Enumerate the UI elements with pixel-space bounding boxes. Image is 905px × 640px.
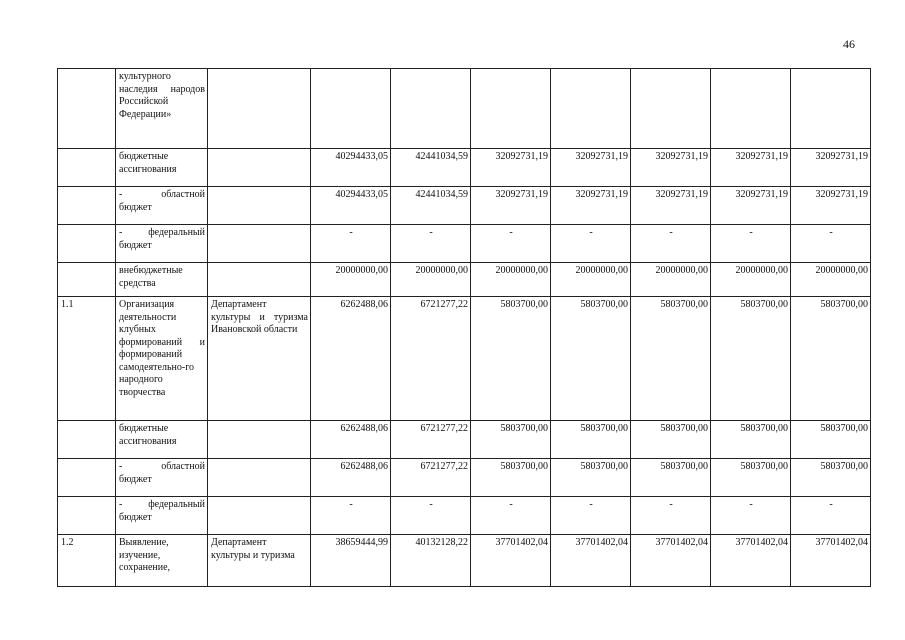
name-word: областной (161, 461, 205, 472)
budget-table (57, 68, 871, 587)
name-second-line: бюджет (119, 511, 152, 523)
value-cell: 5803700,00 (791, 297, 871, 421)
value-cell: - (791, 225, 871, 263)
name-word: федеральный (148, 227, 205, 238)
row-name-cell (116, 225, 208, 263)
value-cell: 32092731,19 (711, 187, 791, 225)
value-cell: 32092731,19 (551, 149, 631, 187)
value-cell (391, 69, 471, 149)
value-cell: 5803700,00 (791, 459, 871, 497)
name-first-line (119, 227, 205, 240)
row-executor-cell (208, 225, 311, 263)
value-cell (471, 69, 551, 149)
value-cell: - (471, 225, 551, 263)
value-cell: 5803700,00 (631, 421, 711, 459)
row-number-cell (58, 149, 116, 187)
value-cell: 20000000,00 (311, 263, 391, 297)
value-cell: 20000000,00 (391, 263, 471, 297)
value-cell: 5803700,00 (471, 421, 551, 459)
row-executor-cell (208, 187, 311, 225)
value-cell: 5803700,00 (711, 459, 791, 497)
value-cell: 6262488,06 (311, 421, 391, 459)
row-name-cell: Организация деятельности клубных формирований и формирований самодеятельно-го народного творчества (116, 297, 208, 421)
row-number-cell (58, 225, 116, 263)
row-name-cell: бюджетные ассигнования (116, 149, 208, 187)
value-cell: 6721277,22 (391, 297, 471, 421)
value-cell: 5803700,00 (631, 297, 711, 421)
name-word: областной (161, 189, 205, 200)
value-cell: - (311, 497, 391, 535)
value-cell: - (391, 497, 471, 535)
name-second-line: бюджет (119, 473, 152, 485)
value-cell: 20000000,00 (791, 263, 871, 297)
row-number-cell (58, 421, 116, 459)
name-first-line (119, 499, 205, 512)
value-cell: 32092731,19 (791, 149, 871, 187)
value-cell (791, 69, 871, 149)
value-cell: 37701402,04 (631, 535, 711, 587)
value-cell: 42441034,59 (391, 149, 471, 187)
page-number: 46 (843, 37, 855, 51)
value-cell: - (311, 225, 391, 263)
value-cell: 40132128,22 (391, 535, 471, 587)
value-cell: 20000000,00 (631, 263, 711, 297)
value-cell: 42441034,59 (391, 187, 471, 225)
row-number-cell (58, 263, 116, 297)
row-executor-cell (208, 497, 311, 535)
value-cell: 37701402,04 (791, 535, 871, 587)
table-row (58, 263, 871, 297)
row-name-cell: бюджетные ассигнования (116, 421, 208, 459)
value-cell: 5803700,00 (631, 459, 711, 497)
name-dash: - (119, 461, 123, 472)
name-dash: - (119, 227, 123, 238)
value-cell: - (551, 497, 631, 535)
row-number-cell (58, 69, 116, 149)
row-number-cell: 1.1 (58, 297, 116, 421)
row-number-cell (58, 497, 116, 535)
row-number-cell (58, 459, 116, 497)
name-first-line (119, 461, 205, 474)
value-cell: 20000000,00 (711, 263, 791, 297)
table-row (58, 459, 871, 497)
value-cell: 37701402,04 (551, 535, 631, 587)
row-name-cell: культурного наследия народов Российской Федерации» (116, 69, 208, 149)
value-cell: 5803700,00 (791, 421, 871, 459)
name-word: федеральный (148, 499, 205, 510)
value-cell (551, 69, 631, 149)
value-cell: 37701402,04 (711, 535, 791, 587)
row-number-cell: 1.2 (58, 535, 116, 587)
value-cell: 40294433,05 (311, 187, 391, 225)
row-executor-cell (208, 263, 311, 297)
value-cell: 5803700,00 (551, 421, 631, 459)
value-cell: 6262488,06 (311, 297, 391, 421)
value-cell: - (711, 225, 791, 263)
value-cell (711, 69, 791, 149)
table-row (58, 69, 871, 149)
row-name-cell: внебюджетные средства (116, 263, 208, 297)
value-cell: - (791, 497, 871, 535)
value-cell: - (711, 497, 791, 535)
row-executor-cell: Департамент культуры и туризма (208, 535, 311, 587)
value-cell (631, 69, 711, 149)
value-cell: 5803700,00 (551, 297, 631, 421)
row-number-cell (58, 187, 116, 225)
table-row (58, 297, 871, 421)
value-cell: 5803700,00 (711, 421, 791, 459)
row-name-cell (116, 187, 208, 225)
row-name-cell: Выявление, изучение, сохранение, (116, 535, 208, 587)
row-executor-cell (208, 459, 311, 497)
value-cell: 37701402,04 (471, 535, 551, 587)
name-dash: - (119, 189, 123, 200)
value-cell: 32092731,19 (791, 187, 871, 225)
value-cell: 32092731,19 (551, 187, 631, 225)
name-second-line: бюджет (119, 239, 152, 251)
value-cell: 32092731,19 (711, 149, 791, 187)
value-cell: 5803700,00 (471, 297, 551, 421)
value-cell: - (551, 225, 631, 263)
value-cell: 5803700,00 (711, 297, 791, 421)
value-cell: - (391, 225, 471, 263)
table-row (58, 421, 871, 459)
table-body (58, 69, 871, 587)
table-row (58, 149, 871, 187)
value-cell: 32092731,19 (471, 187, 551, 225)
table-row (58, 187, 871, 225)
value-cell: 20000000,00 (551, 263, 631, 297)
table-row (58, 497, 871, 535)
row-name-cell (116, 497, 208, 535)
value-cell: 6721277,22 (391, 459, 471, 497)
value-cell: 32092731,19 (471, 149, 551, 187)
value-cell: 6262488,06 (311, 459, 391, 497)
value-cell: 40294433,05 (311, 149, 391, 187)
name-second-line: бюджет (119, 201, 152, 213)
value-cell: 32092731,19 (631, 187, 711, 225)
table-row (58, 535, 871, 587)
value-cell: - (631, 225, 711, 263)
value-cell: 20000000,00 (471, 263, 551, 297)
row-executor-cell (208, 421, 311, 459)
value-cell: - (631, 497, 711, 535)
value-cell: 38659444,99 (311, 535, 391, 587)
row-executor-cell (208, 69, 311, 149)
name-dash: - (119, 499, 123, 510)
table-row (58, 225, 871, 263)
name-first-line (119, 189, 205, 202)
value-cell: 5803700,00 (471, 459, 551, 497)
value-cell: 6721277,22 (391, 421, 471, 459)
value-cell: 32092731,19 (631, 149, 711, 187)
row-name-cell (116, 459, 208, 497)
value-cell: 5803700,00 (551, 459, 631, 497)
row-executor-cell: Департамент культуры и туризма Ивановской области (208, 297, 311, 421)
value-cell (311, 69, 391, 149)
row-executor-cell (208, 149, 311, 187)
value-cell: - (471, 497, 551, 535)
